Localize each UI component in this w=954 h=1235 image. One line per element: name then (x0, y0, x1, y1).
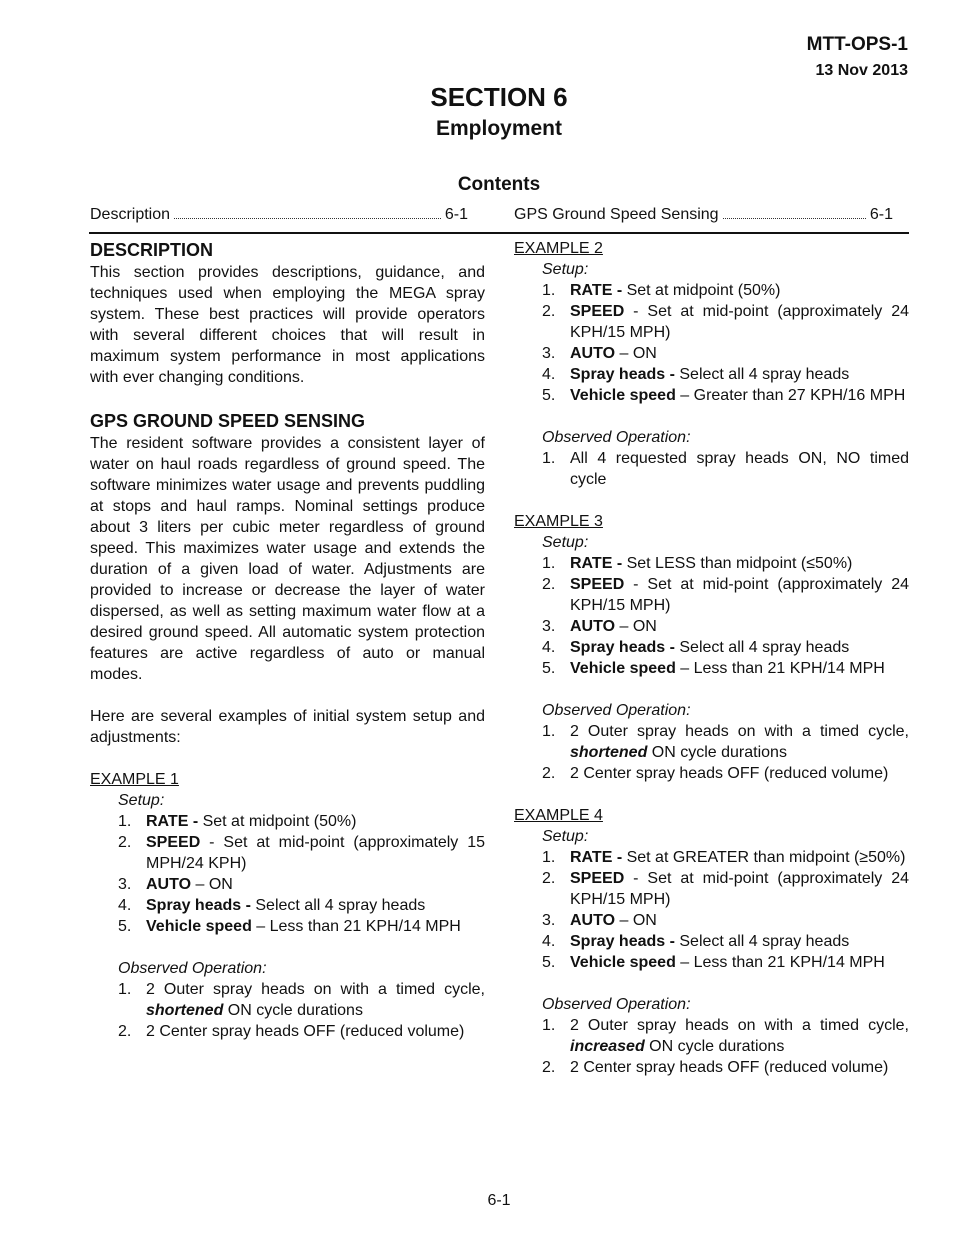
setting-name: Vehicle speed (146, 918, 252, 935)
setup-label: Setup: (542, 828, 589, 845)
observed-list (514, 1015, 909, 1078)
setting-value: - Set at mid-point (approximately 24 KPH/15 MPH) (570, 303, 909, 341)
observed-emphasis: shortened (570, 744, 648, 761)
setting-value: – Less than 21 KPH/14 MPH (675, 954, 885, 971)
list-item (118, 832, 485, 874)
list-number: 4. (542, 639, 556, 656)
list-number: 4. (542, 366, 556, 383)
setting-value: Set at midpoint (50%) (626, 282, 781, 299)
list-number: 1. (542, 450, 556, 467)
list-number: 2. (542, 576, 556, 593)
list-item (542, 553, 909, 574)
example-block (90, 769, 485, 1042)
setting-name: RATE - (146, 813, 203, 830)
example-block (514, 511, 909, 784)
setting-value: - Set at mid-point (approximately 24 KPH/15 MPH) (570, 576, 909, 614)
list-item (118, 895, 485, 916)
setup-label: Setup: (118, 792, 165, 809)
list-number: 5. (542, 660, 556, 677)
list-number: 2. (118, 1023, 132, 1040)
example-title: EXAMPLE 1 (90, 771, 179, 788)
document-id: MTT-OPS-1 (806, 34, 908, 55)
list-number: 2. (118, 834, 132, 851)
list-number: 1. (118, 813, 132, 830)
setting-name: Spray heads - (570, 366, 680, 383)
list-item (118, 811, 485, 832)
setting-value: – ON (615, 618, 657, 635)
setting-value: - Set at mid-point (approximately 24 KPH/15 MPH) (570, 870, 909, 908)
list-number: 4. (542, 933, 556, 950)
setting-name: Spray heads - (570, 639, 680, 656)
setting-value: – ON (615, 912, 657, 929)
list-item (542, 868, 909, 910)
setting-value: – Less than 21 KPH/14 MPH (251, 918, 461, 935)
page-number: 6-1 (487, 1192, 511, 1209)
setting-value: – Greater than 27 KPH/16 MPH (675, 387, 906, 404)
list-item (118, 874, 485, 895)
list-number: 5. (542, 954, 556, 971)
observed-list (90, 979, 485, 1042)
list-item (542, 385, 909, 406)
setting-name: Spray heads - (146, 897, 256, 914)
setting-name: AUTO (570, 912, 616, 929)
observed-label: Observed Operation: (118, 960, 267, 977)
setting-value: – ON (191, 876, 233, 893)
setting-name: SPEED (570, 870, 625, 887)
example-block (514, 238, 909, 490)
list-number: 3. (542, 618, 556, 635)
observed-list (514, 721, 909, 784)
setting-name: SPEED (570, 303, 625, 320)
list-number: 2. (542, 1059, 556, 1076)
setting-value: - Set at mid-point (approximately 15 MPH/24 KPH) (146, 834, 485, 872)
right-column (514, 238, 909, 1078)
description-heading: DESCRIPTION (90, 240, 214, 260)
toc-entry-label: GPS Ground Speed Sensing (514, 206, 719, 223)
observed-text: All 4 requested spray heads ON, NO timed cycle (570, 450, 909, 488)
list-item (542, 637, 909, 658)
list-number: 2. (542, 303, 556, 320)
setting-value: Set at midpoint (50%) (202, 813, 357, 830)
observed-text: 2 Center spray heads OFF (reduced volume) (570, 1059, 889, 1076)
observed-text-end: ON cycle durations (223, 1002, 363, 1019)
setting-name: AUTO (570, 345, 616, 362)
list-item (542, 616, 909, 637)
toc-entry-page: 6-1 (869, 206, 893, 223)
example-title: EXAMPLE 3 (514, 513, 603, 530)
example-title: EXAMPLE 4 (514, 807, 603, 824)
list-number: 1. (542, 282, 556, 299)
setting-value: Select all 4 spray heads (255, 897, 426, 914)
list-item (542, 1015, 909, 1057)
left-column (90, 238, 485, 1042)
observed-text-end: ON cycle durations (647, 744, 787, 761)
toc-leader-dots (723, 206, 866, 219)
list-item (542, 847, 909, 868)
examples-intro: Here are several examples of initial system setup and adjustments: (90, 708, 485, 746)
list-number: 1. (542, 849, 556, 866)
observed-text: 2 Center spray heads OFF (reduced volume) (570, 765, 889, 782)
list-item (542, 721, 909, 763)
observed-text: 2 Outer spray heads on with a timed cycle, (570, 1017, 909, 1034)
observed-text: 2 Center spray heads OFF (reduced volume) (146, 1023, 465, 1040)
setup-list (514, 553, 909, 679)
setting-value: Set LESS than midpoint (≤50%) (626, 555, 853, 572)
setting-name: Vehicle speed (570, 387, 676, 404)
setting-name: AUTO (570, 618, 616, 635)
setting-name: SPEED (570, 576, 625, 593)
toc-entry-label: Description (90, 206, 171, 223)
list-item (542, 952, 909, 973)
list-number: 5. (542, 387, 556, 404)
setting-value: Select all 4 spray heads (679, 639, 850, 656)
list-number: 3. (542, 345, 556, 362)
setup-list (514, 847, 909, 973)
list-number: 3. (118, 876, 132, 893)
list-item (542, 658, 909, 679)
list-item (542, 1057, 909, 1078)
setting-name: RATE - (570, 282, 627, 299)
gps-heading: GPS GROUND SPEED SENSING (90, 411, 366, 431)
list-item (542, 910, 909, 931)
document-date: 13 Nov 2013 (815, 62, 908, 79)
list-item (542, 763, 909, 784)
setting-name: Vehicle speed (570, 954, 676, 971)
list-number: 1. (542, 1017, 556, 1034)
setting-value: Set at GREATER than midpoint (≥50%) (626, 849, 906, 866)
observed-emphasis: increased (570, 1038, 645, 1055)
list-item (118, 1021, 485, 1042)
list-item (542, 448, 909, 490)
example-block (514, 805, 909, 1078)
list-number: 2. (542, 765, 556, 782)
setting-name: Spray heads - (570, 933, 680, 950)
observed-label: Observed Operation: (542, 996, 691, 1013)
setup-label: Setup: (542, 261, 589, 278)
list-number: 4. (118, 897, 132, 914)
list-item (542, 364, 909, 385)
setting-name: Vehicle speed (570, 660, 676, 677)
setting-name: RATE - (570, 849, 627, 866)
setting-value: – ON (615, 345, 657, 362)
list-number: 5. (118, 918, 132, 935)
setup-label: Setup: (542, 534, 589, 551)
toc-entry-description[interactable] (90, 206, 468, 224)
setting-value: – Less than 21 KPH/14 MPH (675, 660, 885, 677)
list-number: 3. (542, 912, 556, 929)
observed-emphasis: shortened (146, 1002, 224, 1019)
observed-text: 2 Outer spray heads on with a timed cycle, (570, 723, 909, 740)
observed-label: Observed Operation: (542, 702, 691, 719)
description-text: This section provides descriptions, guidance, and techniques used when employing the MEGA spray system. These best practices will provide operators with several different choices that will result in maximum system performance in most applications with ever changing conditions. (90, 264, 485, 386)
toc-leader-dots (174, 206, 441, 219)
list-number: 1. (542, 555, 556, 572)
list-number: 2. (542, 870, 556, 887)
observed-label: Observed Operation: (542, 429, 691, 446)
setting-value: Select all 4 spray heads (679, 366, 850, 383)
setting-name: SPEED (146, 834, 201, 851)
observed-text-end: ON cycle durations (644, 1038, 785, 1055)
contents-heading: Contents (457, 174, 541, 195)
list-item (542, 280, 909, 301)
list-number: 1. (118, 981, 132, 998)
observed-text: 2 Outer spray heads on with a timed cycle, (146, 981, 485, 998)
example-title: EXAMPLE 2 (514, 240, 603, 257)
setting-name: AUTO (146, 876, 192, 893)
section-title: SECTION 6 (430, 82, 568, 112)
observed-list (514, 448, 909, 490)
setting-value: Select all 4 spray heads (679, 933, 850, 950)
list-item (542, 931, 909, 952)
setting-name: RATE - (570, 555, 627, 572)
toc-entry-gps[interactable] (514, 206, 893, 224)
list-item (542, 574, 909, 616)
list-item (118, 916, 485, 937)
gps-text: The resident software provides a consistent layer of water on haul roads regardless of ground speed. The software minimizes water usage and prevents puddling at stops and haul ramps. Nominal settings produce about 3 liters per cubic meter regardless of ground speed. This maximizes water usage and extends the duration of a given load of water. Adjustments are provided to increase or decrease the layer of water dispersed, as well as setting maximum water flow at a desired ground speed. All automatic system protection features are active regardless of auto or manual modes. (90, 435, 485, 683)
list-number: 1. (542, 723, 556, 740)
toc-entry-page: 6-1 (444, 206, 468, 223)
list-item (542, 301, 909, 343)
setup-list (90, 811, 485, 937)
section-subtitle: Employment (435, 117, 563, 140)
setup-list (514, 280, 909, 406)
list-item (118, 979, 485, 1021)
list-item (542, 343, 909, 364)
contents-divider (89, 232, 909, 234)
